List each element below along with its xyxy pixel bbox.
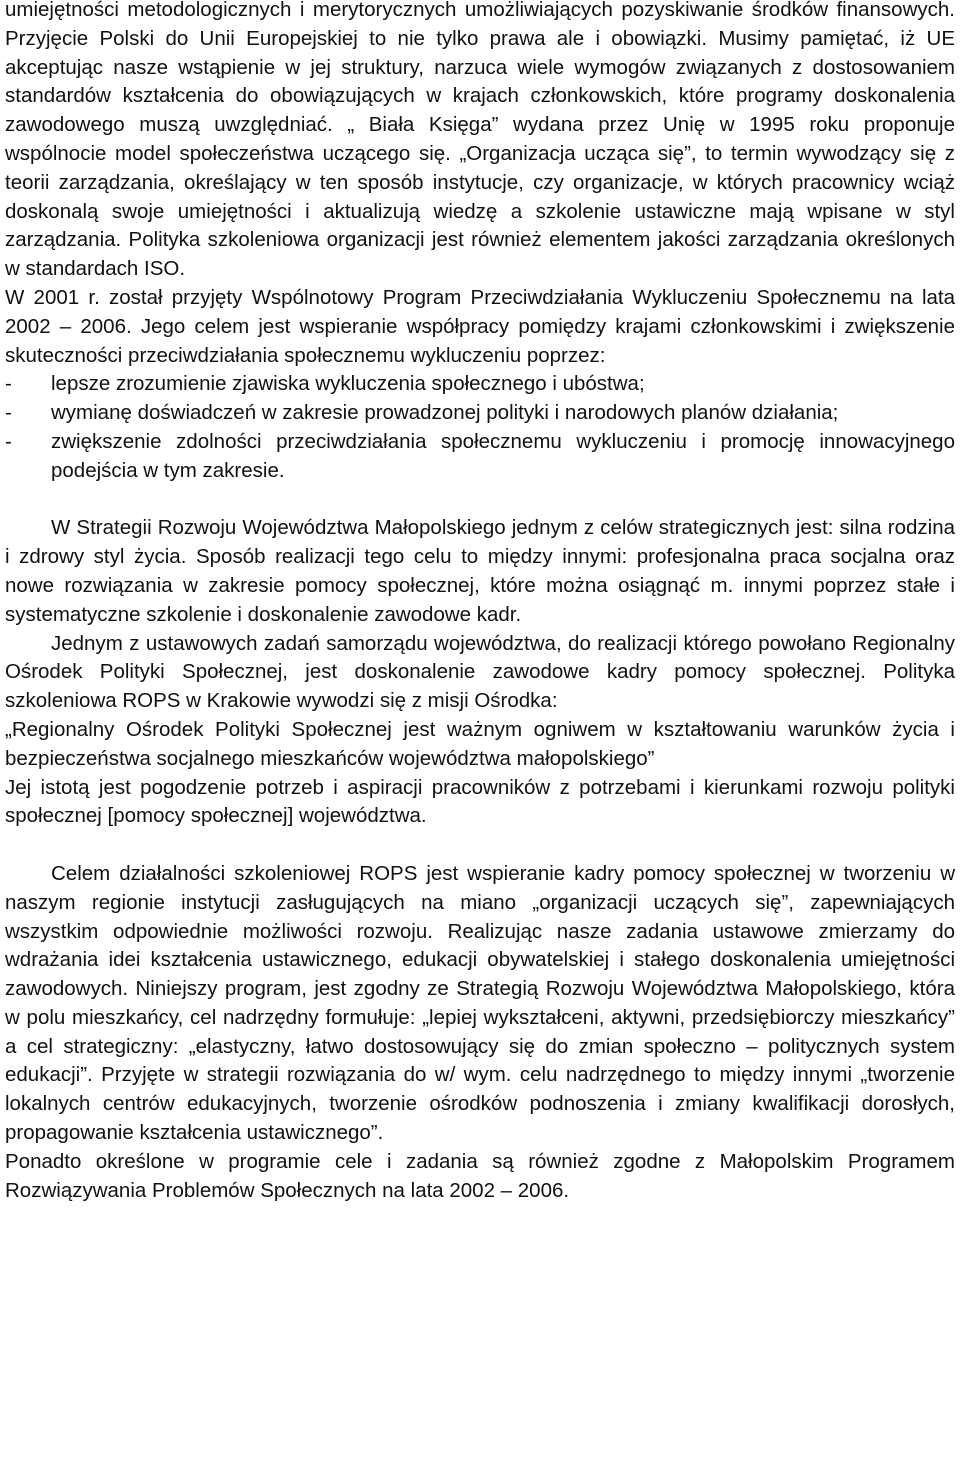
- paragraph-training-goal: Celem działalności szkoleniowej ROPS jest wspieranie kadry pomocy społecznej w tworzeniu w naszym regionie instytucji zasługujących na miano „organizacji uczących się”, zapewniających wszystkim odpowiednie możliwości rozwoju. Realizując nasze zadania ustawowe zmierzamy do wdrażania idei kształcenia ustawicznego, edukacji obywatelskiej i stałego doskonalenia umiejętności zawodowych. Niniejszy program, jest zgodny ze Strategią Rozwoju Województwa Małopolskiego, która w polu mieszkańcy, cel nadrzędny formułuje: „lepiej wykształceni, aktywni, przedsiębiorczy mieszkańcy” a cel strategiczny: „elastyczny, łatwo dostosowujący się do zmian społeczno – politycznych system edukacji”. Przyjęte w strategii rozwiązania do w/ wym. celu nadrzędnego to między innymi „tworzenie lokalnych centrów edukacyjnych, tworzenie ośrodków podnoszenia i zmiany kwalifikacji dorosłych, propagowanie kształcenia ustawicznego”.: [5, 861, 955, 1145]
- paragraph-spacer: [5, 831, 955, 860]
- paragraph-mission-essence: Jej istotą jest pogodzenie potrzeb i aspiracji pracowników z potrzebami i kierunkami rozwoju polityki społecznej [pomocy społecznej] województwa.: [5, 775, 955, 828]
- dash-bullet: -: [5, 401, 12, 425]
- list-item: [5, 370, 955, 399]
- document-page: [5, 0, 955, 1205]
- list-item-text: zwiększenie zdolności przeciwdziałania społecznemu wykluczeniu i promocję innowacyjnego podejścia w tym zakresie.: [51, 429, 955, 482]
- paragraph-eu-obligations: umiejętności metodologicznych i merytorycznych umożliwiających pozyskiwanie środków finansowych. Przyjęcie Polski do Unii Europejskiej to nie tylko prawa ale i obowiązki. Musimy pamiętać, iż UE akceptując nasze wstąpienie w jej struktury, narzuca wiele wymogów związanych z dostosowaniem standardów kształcenia do obowiązujących w krajach członkowskich, które programy doskonalenia zawodowego muszą uwzględniać. „ Biała Księga” wydana przez Unię w 1995 roku proponuje wspólnocie model społeczeństwa uczącego się. „Organizacja ucząca się”, to termin wywodzący się z teorii zarządzania, określający w ten sposób instytucje, czy organizacje, w których pracownicy wciąż doskonalą swoje umiejętności i aktualizują wiedzę a szkolenie ustawiczne mają wpisane w styl zarządzania. Polityka szkoleniowa organizacji jest również elementem jakości zarządzania określonych w standardach ISO.: [5, 0, 955, 281]
- paragraph-program-compliance: Ponadto określone w programie cele i zadania są również zgodne z Małopolskim Programem Rozwiązywania Problemów Społecznych na lata 2002 – 2006.: [5, 1149, 955, 1202]
- list-item: [5, 399, 955, 428]
- list-item-text: wymianę doświadczeń w zakresie prowadzonej polityki i narodowych planów działania;: [51, 401, 839, 425]
- paragraph-mission-quote: „Regionalny Ośrodek Polityki Społecznej jest ważnym ogniwem w kształtowaniu warunków życia i bezpieczeństwa socjalnego mieszkańców województwa małopolskiego”: [5, 717, 955, 770]
- dash-bullet: -: [5, 429, 12, 453]
- program-goals-list: [5, 370, 955, 485]
- list-item-text: lepsze zrozumienie zjawiska wykluczenia społecznego i ubóstwa;: [51, 372, 645, 396]
- paragraph-development-strategy: W Strategii Rozwoju Województwa Małopolskiego jednym z celów strategicznych jest: silna rodzina i zdrowy styl życia. Sposób realizacji tego celu to między innymi: profesjonalna praca socjalna oraz nowe rozwiązania w zakresie pomocy społecznej, które można osiągnąć m. innymi poprzez stałe i systematyczne szkolenie i doskonalenie zawodowe kadr.: [5, 516, 955, 626]
- paragraph-community-program: W 2001 r. został przyjęty Wspólnotowy Program Przeciwdziałania Wykluczeniu Społecznemu na lata 2002 – 2006. Jego celem jest wspieranie współpracy pomiędzy krajami członkowskimi i zwiększenie skuteczności przeciwdziałania społecznemu wykluczeniu poprzez:: [5, 285, 955, 367]
- list-item: [5, 428, 955, 486]
- paragraph-spacer: [5, 486, 955, 515]
- dash-bullet: -: [5, 372, 12, 396]
- paragraph-statutory-tasks: Jednym z ustawowych zadań samorządu województwa, do realizacji którego powołano Regionalny Ośrodek Polityki Społecznej, jest doskonalenie zawodowe kadry pomocy społecznej. Polityka szkoleniowa ROPS w Krakowie wywodzi się z misji Ośrodka:: [5, 631, 955, 713]
